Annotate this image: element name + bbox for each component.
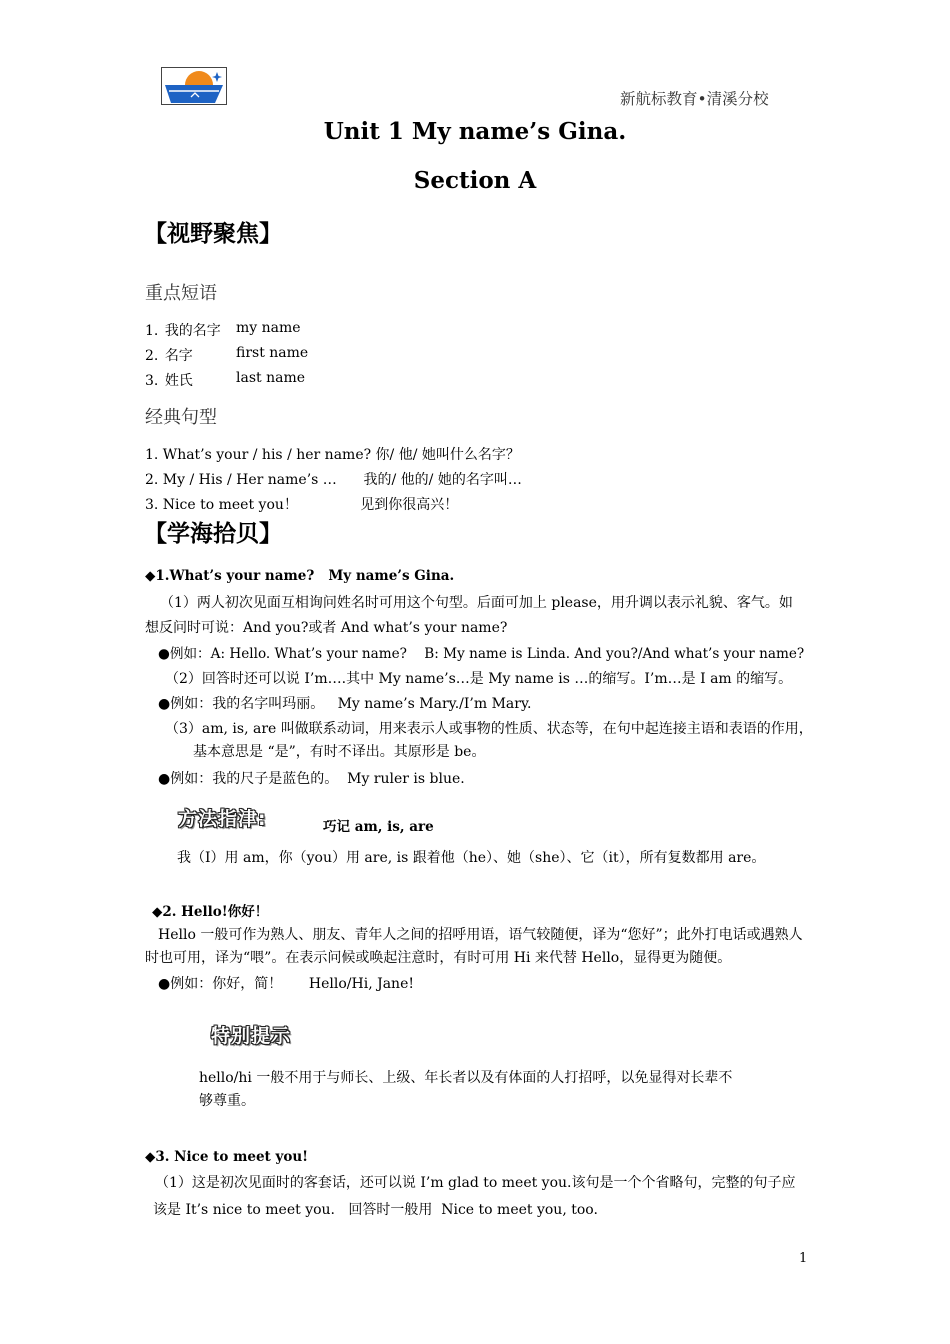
section-heading-focus: 【视野聚焦】 <box>144 221 282 247</box>
phrase-cn: 姓氏 <box>164 373 193 389</box>
phrase-item <box>145 370 193 390</box>
phrase-item <box>145 320 221 340</box>
school-name: 新航标教育•清溪分校 <box>620 90 769 108</box>
phrase-item <box>145 345 193 365</box>
phrases-heading: 重点短语 <box>145 283 217 304</box>
page-subtitle: Section A <box>413 167 537 194</box>
item1-p3b: 基本意思是 “是”，有时不译出。其原形是 be。 <box>193 744 486 760</box>
item1-p1a: （1）两人初次见面互相询问姓名时可用这个句型。后面可加上 please，用升调以表示礼貌、客气。如 <box>160 595 793 611</box>
special-tip-label: 特别提示 <box>211 1025 292 1047</box>
item3-p1a: （1）这是初次见面时的客套话，还可以说 I’m glad to meet you.该句是一个个省略句，完整的句子应 <box>155 1175 796 1191</box>
page-title: Unit 1 My name’s Gina. <box>323 118 627 145</box>
ship-sun-logo-icon <box>161 67 227 105</box>
item1-example1: ●例如：A: Hello. What’s your name? B: My name is Linda. And you?/And what’s your name? <box>158 646 805 662</box>
logo <box>161 67 227 105</box>
item2-example1: ●例如：你好，简！ Hello/Hi, Jane! <box>158 976 414 992</box>
sentence-item: 1. What’s your / his / her name? 你/ 他/ 她叫什么名字？ <box>145 447 520 463</box>
special-tip-line2: 够尊重。 <box>199 1093 255 1109</box>
page-number: 1 <box>799 1251 808 1266</box>
phrase-cn: 我的名字 <box>164 323 221 339</box>
item1-example3: ●例如：我的尺子是蓝色的。 My ruler is blue. <box>158 771 465 787</box>
item2-title: ◆2. Hello!你好！ <box>152 904 269 920</box>
item3-title: ◆3. Nice to meet you! <box>145 1149 309 1165</box>
item1-title: ◆1.What’s your name? My name’s Gina. <box>145 568 455 584</box>
phrase-en: last name <box>236 370 306 386</box>
phrase-en: first name <box>236 345 309 361</box>
method-tip-label: 方法指津: <box>178 808 267 830</box>
sentence-item: 3. Nice to meet you！ 见到你很高兴！ <box>145 497 459 513</box>
item3-p1b: 该是 It’s nice to meet you. 回答时一般用 Nice to meet you, too. <box>153 1202 598 1218</box>
section-heading-learning: 【学海拾贝】 <box>144 521 282 547</box>
sentence-item: 2. My / His / Her name’s … 我的/ 他的/ 她的名字叫… <box>145 472 522 488</box>
method-tip-body: 我（I）用 am，你（you）用 are, is 跟着他（he）、她（she）、它（it），所有复数都用 are。 <box>177 850 766 866</box>
item2-p1a: Hello 一般可作为熟人、朋友、青年人之间的招呼用语，语气较随便，译为“您好”；此外打电话或遇熟人 <box>158 927 803 943</box>
special-tip-line1: hello/hi 一般不用于与师长、上级、年长者以及有体面的人打招呼，以免显得对长辈不 <box>199 1070 733 1086</box>
item1-p2: （2）回答时还可以说 I’m….其中 My name’s…是 My name is …的缩写。I’m…是 I am 的缩写。 <box>165 671 793 687</box>
method-tip-title: 巧记 am, is, are <box>323 819 434 835</box>
phrase-cn: 名字 <box>164 348 193 364</box>
sentences-heading: 经典句型 <box>145 407 217 428</box>
item2-p1b: 时也可用，译为“喂”。在表示问候或唤起注意时，有时可用 Hi 来代替 Hello，显得更为随便。 <box>145 950 732 966</box>
phrase-num: 2. <box>145 348 159 364</box>
item1-p1b: 想反问时可说：And you?或者 And what’s your name? <box>145 620 508 636</box>
phrase-num: 1. <box>145 323 159 339</box>
phrase-num: 3. <box>145 373 159 389</box>
item1-example2: ●例如：我的名字叫玛丽。 My name’s Mary./I’m Mary. <box>158 696 532 712</box>
phrase-en: my name <box>236 320 301 336</box>
item1-p3a: （3）am, is, are 叫做联系动词，用来表示人或事物的性质、状态等，在句中起连接主语和表语的作用， <box>165 721 813 737</box>
